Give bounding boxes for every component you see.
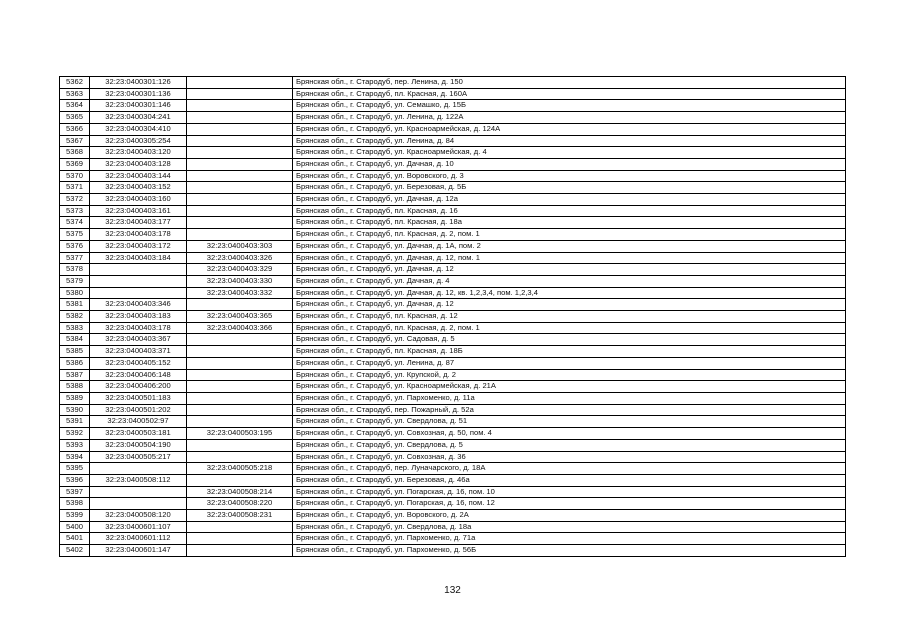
related-cadastral-number-cell: 32:23:0400508:231 bbox=[187, 510, 293, 522]
related-cadastral-number-cell bbox=[187, 357, 293, 369]
registry-table-body bbox=[60, 77, 846, 557]
cadastral-number-cell bbox=[90, 486, 187, 498]
cadastral-number-cell: 32:23:0400304:241 bbox=[90, 112, 187, 124]
table-row bbox=[60, 252, 846, 264]
related-cadastral-number-cell bbox=[187, 404, 293, 416]
address-cell: Брянская обл., г. Стародуб, ул. Пархоменко, д. 11а bbox=[293, 392, 846, 404]
row-number-cell: 5379 bbox=[60, 275, 90, 287]
row-number-cell: 5392 bbox=[60, 428, 90, 440]
related-cadastral-number-cell: 32:23:0400503:195 bbox=[187, 428, 293, 440]
table-row bbox=[60, 334, 846, 346]
related-cadastral-number-cell bbox=[187, 346, 293, 358]
table-row bbox=[60, 135, 846, 147]
related-cadastral-number-cell bbox=[187, 88, 293, 100]
row-number-cell: 5387 bbox=[60, 369, 90, 381]
address-cell: Брянская обл., г. Стародуб, ул. Свердлова, д. 5 bbox=[293, 439, 846, 451]
related-cadastral-number-cell: 32:23:0400508:220 bbox=[187, 498, 293, 510]
related-cadastral-number-cell: 32:23:0400403:329 bbox=[187, 264, 293, 276]
address-cell: Брянская обл., г. Стародуб, ул. Дачная, д. 12а bbox=[293, 194, 846, 206]
table-row bbox=[60, 439, 846, 451]
address-cell: Брянская обл., г. Стародуб, ул. Погарская, д. 16, пом. 10 bbox=[293, 486, 846, 498]
related-cadastral-number-cell bbox=[187, 135, 293, 147]
related-cadastral-number-cell: 32:23:0400403:303 bbox=[187, 240, 293, 252]
related-cadastral-number-cell bbox=[187, 451, 293, 463]
address-cell: Брянская обл., г. Стародуб, ул. Совхозная, д. 50, пом. 4 bbox=[293, 428, 846, 440]
row-number-cell: 5391 bbox=[60, 416, 90, 428]
cadastral-number-cell: 32:23:0400406:200 bbox=[90, 381, 187, 393]
related-cadastral-number-cell bbox=[187, 170, 293, 182]
table-row bbox=[60, 381, 846, 393]
table-row bbox=[60, 77, 846, 89]
cadastral-number-cell: 32:23:0400403:184 bbox=[90, 252, 187, 264]
cadastral-number-cell: 32:23:0400403:371 bbox=[90, 346, 187, 358]
table-row bbox=[60, 100, 846, 112]
row-number-cell: 5375 bbox=[60, 229, 90, 241]
related-cadastral-number-cell: 32:23:0400403:332 bbox=[187, 287, 293, 299]
address-cell: Брянская обл., г. Стародуб, пл. Красная, д. 2, пом. 1 bbox=[293, 229, 846, 241]
row-number-cell: 5365 bbox=[60, 112, 90, 124]
property-registry-table bbox=[59, 76, 846, 557]
table-row bbox=[60, 205, 846, 217]
table-row bbox=[60, 357, 846, 369]
address-cell: Брянская обл., г. Стародуб, ул. Совхозная, д. 36 bbox=[293, 451, 846, 463]
address-cell: Брянская обл., г. Стародуб, пер. Луначарского, д. 18А bbox=[293, 463, 846, 475]
related-cadastral-number-cell bbox=[187, 229, 293, 241]
row-number-cell: 5394 bbox=[60, 451, 90, 463]
cadastral-number-cell: 32:23:0400301:136 bbox=[90, 88, 187, 100]
row-number-cell: 5370 bbox=[60, 170, 90, 182]
row-number-cell: 5362 bbox=[60, 77, 90, 89]
row-number-cell: 5388 bbox=[60, 381, 90, 393]
address-cell: Брянская обл., г. Стародуб, пл. Красная, д. 16 bbox=[293, 205, 846, 217]
table-row bbox=[60, 404, 846, 416]
address-cell: Брянская обл., г. Стародуб, ул. Свердлова, д. 51 bbox=[293, 416, 846, 428]
row-number-cell: 5397 bbox=[60, 486, 90, 498]
cadastral-number-cell: 32:23:0400403:178 bbox=[90, 322, 187, 334]
address-cell: Брянская обл., г. Стародуб, ул. Красноармейская, д. 4 bbox=[293, 147, 846, 159]
table-row bbox=[60, 346, 846, 358]
related-cadastral-number-cell bbox=[187, 217, 293, 229]
row-number-cell: 5399 bbox=[60, 510, 90, 522]
table-row bbox=[60, 240, 846, 252]
row-number-cell: 5396 bbox=[60, 474, 90, 486]
row-number-cell: 5386 bbox=[60, 357, 90, 369]
related-cadastral-number-cell bbox=[187, 334, 293, 346]
row-number-cell: 5376 bbox=[60, 240, 90, 252]
related-cadastral-number-cell bbox=[187, 205, 293, 217]
row-number-cell: 5374 bbox=[60, 217, 90, 229]
cadastral-number-cell: 32:23:0400505:217 bbox=[90, 451, 187, 463]
table-row bbox=[60, 299, 846, 311]
cadastral-number-cell: 32:23:0400305:254 bbox=[90, 135, 187, 147]
cadastral-number-cell: 32:23:0400403:178 bbox=[90, 229, 187, 241]
cadastral-number-cell: 32:23:0400304:410 bbox=[90, 123, 187, 135]
related-cadastral-number-cell bbox=[187, 182, 293, 194]
related-cadastral-number-cell bbox=[187, 77, 293, 89]
address-cell: Брянская обл., г. Стародуб, ул. Крупской, д. 2 bbox=[293, 369, 846, 381]
address-cell: Брянская обл., г. Стародуб, ул. Дачная, д. 12 bbox=[293, 264, 846, 276]
table-row bbox=[60, 88, 846, 100]
related-cadastral-number-cell bbox=[187, 369, 293, 381]
cadastral-number-cell: 32:23:0400601:107 bbox=[90, 521, 187, 533]
cadastral-number-cell: 32:23:0400403:346 bbox=[90, 299, 187, 311]
cadastral-number-cell: 32:23:0400403:367 bbox=[90, 334, 187, 346]
address-cell: Брянская обл., г. Стародуб, пер. Пожарный, д. 52а bbox=[293, 404, 846, 416]
row-number-cell: 5364 bbox=[60, 100, 90, 112]
address-cell: Брянская обл., г. Стародуб, ул. Березовая, д. 46а bbox=[293, 474, 846, 486]
address-cell: Брянская обл., г. Стародуб, ул. Ленина, д. 84 bbox=[293, 135, 846, 147]
related-cadastral-number-cell: 32:23:0400505:218 bbox=[187, 463, 293, 475]
table-row bbox=[60, 311, 846, 323]
related-cadastral-number-cell bbox=[187, 533, 293, 545]
cadastral-number-cell: 32:23:0400601:147 bbox=[90, 545, 187, 557]
cadastral-number-cell: 32:23:0400501:202 bbox=[90, 404, 187, 416]
related-cadastral-number-cell bbox=[187, 439, 293, 451]
related-cadastral-number-cell bbox=[187, 158, 293, 170]
table-row bbox=[60, 463, 846, 475]
cadastral-number-cell: 32:23:0400501:183 bbox=[90, 392, 187, 404]
table-row bbox=[60, 147, 846, 159]
cadastral-number-cell: 32:23:0400403:128 bbox=[90, 158, 187, 170]
address-cell: Брянская обл., г. Стародуб, ул. Дачная, д. 12 bbox=[293, 299, 846, 311]
table-row bbox=[60, 428, 846, 440]
related-cadastral-number-cell bbox=[187, 299, 293, 311]
related-cadastral-number-cell: 32:23:0400403:330 bbox=[187, 275, 293, 287]
related-cadastral-number-cell: 32:23:0400403:326 bbox=[187, 252, 293, 264]
row-number-cell: 5369 bbox=[60, 158, 90, 170]
cadastral-number-cell: 32:23:0400601:112 bbox=[90, 533, 187, 545]
related-cadastral-number-cell bbox=[187, 521, 293, 533]
row-number-cell: 5382 bbox=[60, 311, 90, 323]
address-cell: Брянская обл., г. Стародуб, ул. Свердлова, д. 18а bbox=[293, 521, 846, 533]
table-row bbox=[60, 533, 846, 545]
address-cell: Брянская обл., г. Стародуб, ул. Ленина, д. 122А bbox=[293, 112, 846, 124]
table-row bbox=[60, 498, 846, 510]
address-cell: Брянская обл., г. Стародуб, ул. Красноармейская, д. 21А bbox=[293, 381, 846, 393]
row-number-cell: 5401 bbox=[60, 533, 90, 545]
row-number-cell: 5368 bbox=[60, 147, 90, 159]
address-cell: Брянская обл., г. Стародуб, пл. Красная, д. 12 bbox=[293, 311, 846, 323]
row-number-cell: 5385 bbox=[60, 346, 90, 358]
row-number-cell: 5400 bbox=[60, 521, 90, 533]
table-row bbox=[60, 112, 846, 124]
row-number-cell: 5367 bbox=[60, 135, 90, 147]
page-number: 132 bbox=[444, 585, 461, 596]
address-cell: Брянская обл., г. Стародуб, пл. Красная, д. 18а bbox=[293, 217, 846, 229]
table-row bbox=[60, 182, 846, 194]
address-cell: Брянская обл., г. Стародуб, ул. Садовая, д. 5 bbox=[293, 334, 846, 346]
address-cell: Брянская обл., г. Стародуб, ул. Красноармейская, д. 124А bbox=[293, 123, 846, 135]
table-row bbox=[60, 229, 846, 241]
related-cadastral-number-cell: 32:23:0400508:214 bbox=[187, 486, 293, 498]
address-cell: Брянская обл., г. Стародуб, ул. Березовая, д. 5Б bbox=[293, 182, 846, 194]
address-cell: Брянская обл., г. Стародуб, ул. Воровского, д. 2А bbox=[293, 510, 846, 522]
table-row bbox=[60, 322, 846, 334]
cadastral-number-cell: 32:23:0400301:126 bbox=[90, 77, 187, 89]
cadastral-number-cell: 32:23:0400403:160 bbox=[90, 194, 187, 206]
cadastral-number-cell bbox=[90, 463, 187, 475]
table-row bbox=[60, 158, 846, 170]
row-number-cell: 5366 bbox=[60, 123, 90, 135]
cadastral-number-cell bbox=[90, 264, 187, 276]
cadastral-number-cell: 32:23:0400502:97 bbox=[90, 416, 187, 428]
related-cadastral-number-cell bbox=[187, 123, 293, 135]
cadastral-number-cell: 32:23:0400403:152 bbox=[90, 182, 187, 194]
row-number-cell: 5398 bbox=[60, 498, 90, 510]
related-cadastral-number-cell bbox=[187, 474, 293, 486]
table-row bbox=[60, 369, 846, 381]
cadastral-number-cell: 32:23:0400508:112 bbox=[90, 474, 187, 486]
cadastral-number-cell: 32:23:0400403:177 bbox=[90, 217, 187, 229]
table-row bbox=[60, 123, 846, 135]
address-cell: Брянская обл., г. Стародуб, ул. Семашко, д. 15Б bbox=[293, 100, 846, 112]
address-cell: Брянская обл., г. Стародуб, пл. Красная, д. 18Б bbox=[293, 346, 846, 358]
address-cell: Брянская обл., г. Стародуб, пл. Красная, д. 2, пом. 1 bbox=[293, 322, 846, 334]
table-row bbox=[60, 275, 846, 287]
cadastral-number-cell: 32:23:0400403:161 bbox=[90, 205, 187, 217]
row-number-cell: 5402 bbox=[60, 545, 90, 557]
table-row bbox=[60, 170, 846, 182]
related-cadastral-number-cell: 32:23:0400403:365 bbox=[187, 311, 293, 323]
row-number-cell: 5378 bbox=[60, 264, 90, 276]
row-number-cell: 5372 bbox=[60, 194, 90, 206]
cadastral-number-cell bbox=[90, 275, 187, 287]
table-row bbox=[60, 521, 846, 533]
related-cadastral-number-cell bbox=[187, 147, 293, 159]
address-cell: Брянская обл., г. Стародуб, ул. Ленина, д. 87 bbox=[293, 357, 846, 369]
address-cell: Брянская обл., г. Стародуб, ул. Пархоменко, д. 56Б bbox=[293, 545, 846, 557]
related-cadastral-number-cell bbox=[187, 112, 293, 124]
row-number-cell: 5373 bbox=[60, 205, 90, 217]
related-cadastral-number-cell bbox=[187, 381, 293, 393]
cadastral-number-cell: 32:23:0400403:183 bbox=[90, 311, 187, 323]
related-cadastral-number-cell bbox=[187, 545, 293, 557]
cadastral-number-cell: 32:23:0400504:190 bbox=[90, 439, 187, 451]
address-cell: Брянская обл., г. Стародуб, ул. Погарская, д. 16, пом. 12 bbox=[293, 498, 846, 510]
cadastral-number-cell: 32:23:0400406:148 bbox=[90, 369, 187, 381]
table-row bbox=[60, 510, 846, 522]
row-number-cell: 5363 bbox=[60, 88, 90, 100]
table-row bbox=[60, 287, 846, 299]
address-cell: Брянская обл., г. Стародуб, ул. Воровского, д. 3 bbox=[293, 170, 846, 182]
row-number-cell: 5395 bbox=[60, 463, 90, 475]
related-cadastral-number-cell bbox=[187, 100, 293, 112]
row-number-cell: 5380 bbox=[60, 287, 90, 299]
address-cell: Брянская обл., г. Стародуб, ул. Дачная, д. 12, кв. 1,2,3,4, пом. 1,2,3,4 bbox=[293, 287, 846, 299]
table-row bbox=[60, 392, 846, 404]
row-number-cell: 5393 bbox=[60, 439, 90, 451]
table-row bbox=[60, 217, 846, 229]
cadastral-number-cell: 32:23:0400301:146 bbox=[90, 100, 187, 112]
related-cadastral-number-cell bbox=[187, 392, 293, 404]
address-cell: Брянская обл., г. Стародуб, ул. Дачная, д. 4 bbox=[293, 275, 846, 287]
cadastral-number-cell: 32:23:0400503:181 bbox=[90, 428, 187, 440]
address-cell: Брянская обл., г. Стародуб, ул. Пархоменко, д. 71а bbox=[293, 533, 846, 545]
table-row bbox=[60, 486, 846, 498]
cadastral-number-cell bbox=[90, 498, 187, 510]
related-cadastral-number-cell bbox=[187, 194, 293, 206]
row-number-cell: 5389 bbox=[60, 392, 90, 404]
row-number-cell: 5377 bbox=[60, 252, 90, 264]
cadastral-number-cell: 32:23:0400405:152 bbox=[90, 357, 187, 369]
address-cell: Брянская обл., г. Стародуб, пл. Красная, д. 160А bbox=[293, 88, 846, 100]
cadastral-number-cell: 32:23:0400403:120 bbox=[90, 147, 187, 159]
row-number-cell: 5381 bbox=[60, 299, 90, 311]
row-number-cell: 5371 bbox=[60, 182, 90, 194]
related-cadastral-number-cell: 32:23:0400403:366 bbox=[187, 322, 293, 334]
address-cell: Брянская обл., г. Стародуб, пер. Ленина, д. 150 bbox=[293, 77, 846, 89]
table-row bbox=[60, 264, 846, 276]
related-cadastral-number-cell bbox=[187, 416, 293, 428]
cadastral-number-cell bbox=[90, 287, 187, 299]
cadastral-number-cell: 32:23:0400403:144 bbox=[90, 170, 187, 182]
address-cell: Брянская обл., г. Стародуб, ул. Дачная, д. 12, пом. 1 bbox=[293, 252, 846, 264]
table-row bbox=[60, 451, 846, 463]
row-number-cell: 5383 bbox=[60, 322, 90, 334]
table-row bbox=[60, 545, 846, 557]
cadastral-number-cell: 32:23:0400403:172 bbox=[90, 240, 187, 252]
address-cell: Брянская обл., г. Стародуб, ул. Дачная, д. 1А, пом. 2 bbox=[293, 240, 846, 252]
cadastral-number-cell: 32:23:0400508:120 bbox=[90, 510, 187, 522]
table-row bbox=[60, 194, 846, 206]
address-cell: Брянская обл., г. Стародуб, ул. Дачная, д. 10 bbox=[293, 158, 846, 170]
row-number-cell: 5390 bbox=[60, 404, 90, 416]
row-number-cell: 5384 bbox=[60, 334, 90, 346]
table-row bbox=[60, 474, 846, 486]
table-row bbox=[60, 416, 846, 428]
